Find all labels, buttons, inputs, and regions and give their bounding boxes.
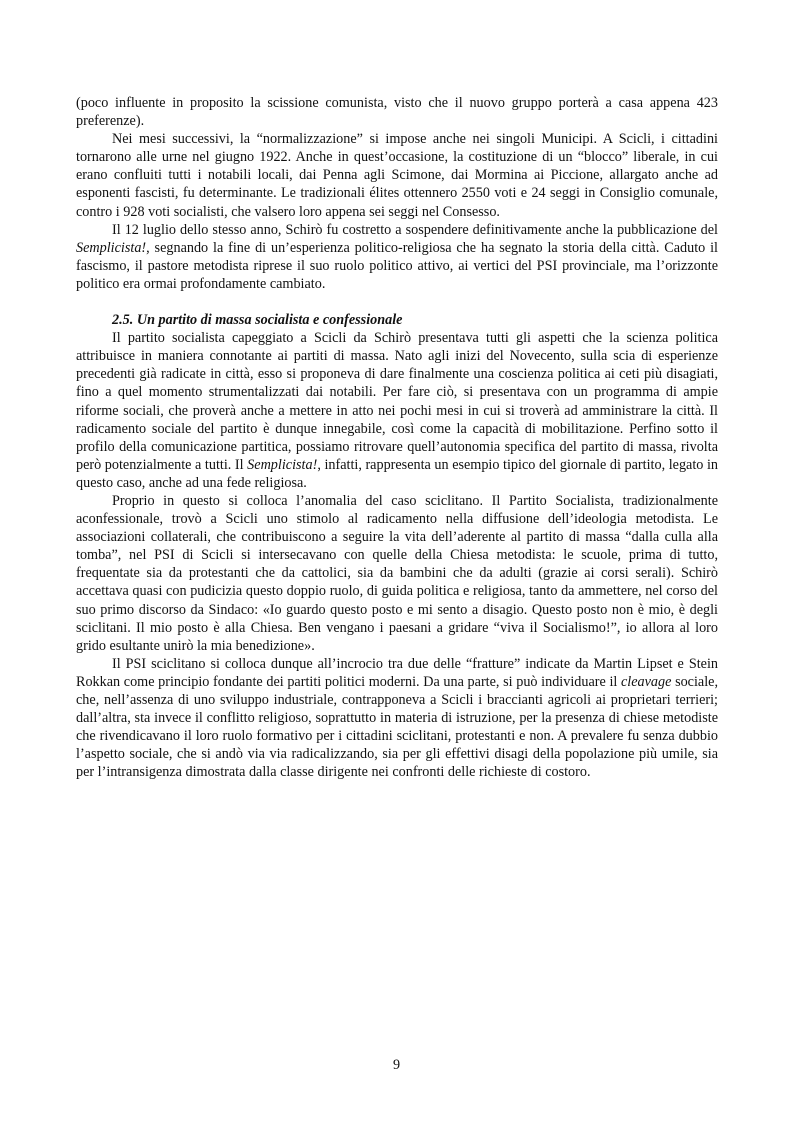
paragraph (76, 492, 718, 655)
paragraph-text: (poco influente in proposito la scissione comunista, visto che il nuovo gruppo porterà a casa appena 423 preferenze). (76, 95, 718, 130)
paragraph-text: Il 12 luglio dello stesso anno, Schirò fu costretto a sospendere definitivamente anche la pubblicazione del (112, 221, 718, 238)
paragraph-text: Nei mesi successivi, la “normalizzazione” si impose anche nei singoli Municipi. A Scicli, i cittadini tornarono alle urne nel giugno 1922. Anche in quest’occasione, la costituzione di un “blocco” liberale, in cui erano confluiti tutti i notabili locali, dai Penna agli Scimone, dai Mormina ai Piccione, allargato anche ad esponenti fascisti, fu determinante. Le tradizionali élites ottennero 2550 voti e 24 seggi in Consiglio comunale, contro i 928 voti socialisti, che valsero loro appena sei seggi nel Consesso. (76, 131, 718, 220)
paragraph (76, 329, 718, 492)
paragraph-text: Il PSI sciclitano si colloca dunque all’incrocio tra due delle “fratture” indicate da Martin Lipset e Stein Rokkan come principio fondante dei partiti politici moderni. Da una parte, si può individuare il (76, 655, 718, 690)
paragraph (76, 221, 718, 293)
paragraph-text: Proprio in questo si colloca l’anomalia del caso sciclitano. Il Partito Socialista, tradizionalmente aconfessionale, trovò a Scicli uno stimolo al radicamento nella diffusione dell’ideologia metodista. Le associazioni collaterali, che contribuiscono a seguire la vita dell’aderente al partito di massa “dalla culla alla tomba”, nel PSI di Scicli si intersecavano con quelle della Chiesa metodista: le scuole, prima di tutto, frequentate sia da protestanti che da cattolici, sia da bambini che da adulti (grazie ai corsi serali). Schirò accettava quasi con pudicizia questo doppio ruolo, di guida politica e religiosa, tanto da ammettere, nel corso del suo primo discorso da Sindaco: «Io guardo questo posto e mi sento a disagio. Questo posto non è mio, è degli sciclitani. Il mio posto è alla Chiesa. Ben vengano i paesani a gridare “viva il Socialismo!”, io allora al loro grido esultante unirò la mia benedizione». (76, 492, 718, 654)
paragraph-text: , segnando la fine di un’esperienza politico-religiosa che ha segnato la storia della città. Caduto il fascismo, il pastore metodista riprese il suo ruolo politico attivo, ai vertici del PSI provinciale, ma l’orizzonte politico era ormai profondamente cambiato. (76, 239, 718, 292)
page-number: 9 (392, 1057, 401, 1073)
paragraph-text: sociale, che, nell’assenza di uno sviluppo industriale, contrapponeva a Scicli i braccianti agricoli ai proprietari terrieri; dall’altra, sta invece il conflitto religioso, soprattutto in materia di istruzione, per la presenza di chiese metodiste che rivendicavano il loro ruolo formativo per i cittadini sciclitani, protestanti e non. A prevalere fu senza dubbio l’aspetto sociale, che si andò via via radicalizzando, sia per gli effettivi disagi della popolazione più umile, sia per l’intransigenza dimostrata dalla classe dirigente nei confronti delle richieste di costoro. (76, 673, 719, 781)
paragraph (76, 94, 718, 130)
journal-title: Semplicista! (76, 239, 147, 256)
journal-title: Semplicista! (247, 456, 318, 473)
paragraph-text: Il partito socialista capeggiato a Scicli da Schirò presentava tutti gli aspetti che la scienza politica attribuisce in maniera connotante ai partiti di massa. Nato agli inizi del Novecento, sulla scia di esperienze precedenti già radicate in città, esso si proponeva di dare finalmente una coscienza politica ai ceti più disagiati, fino a quel momento strumentalizzati dai notabili. Per fare ciò, si presentava con un programma di ampie riforme sociali, che proverà anche a mettere in atto nei pochi mesi in cui si troverà ad amministrare la città. Il radicamento sociale del partito è dunque innegabile, così come la capacità di mobilitazione. Perfino sotto il profilo della comunicazione partitica, possiamo ritrovare quell’autonomia specifica del partito di massa, rivolta però potenzialmente a tutti. Il (76, 330, 718, 473)
paragraph (76, 130, 718, 220)
paragraph-text: , infatti, rappresenta un esempio tipico del giornale di partito, legato in questo caso, anche ad una fede religiosa. (76, 456, 718, 491)
document-body (76, 94, 718, 781)
italic-term: cleavage (620, 673, 672, 690)
paragraph (76, 655, 718, 782)
section-heading: 2.5. Un partito di massa socialista e confessionale (112, 312, 403, 329)
